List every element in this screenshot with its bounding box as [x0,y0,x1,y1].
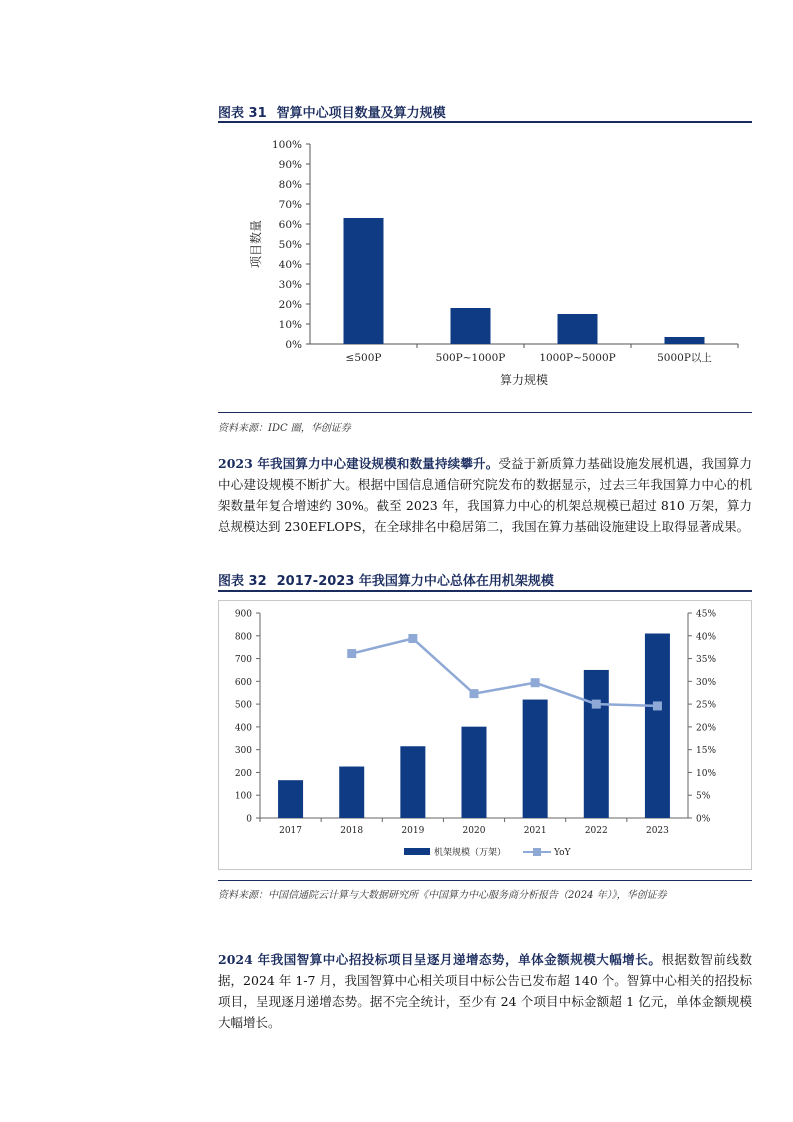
y2-tick-label: 10% [696,768,717,779]
x-tick-label: 5000P以上 [657,352,712,364]
paragraph-2 [218,949,752,1033]
paragraph-body: 受益于新质算力基础设施发展机遇，我国算力中心建设规模不断扩大。根据中国信息通信研究院发布的数据显示，过去三年我国算力中心的机架数量年复合增速约 30%。截至 2023 年，我国算力中心的机架总规模已超过 810 万架，算力总规模达到 230EFLOPS，在全球排名中稳居第二，我国在算力基础设施建设上取得显著成果。 [218,456,752,534]
bar [645,634,670,819]
y2-tick-label: 35% [696,655,717,666]
x-tick-label: 500P~1000P [435,352,506,364]
y2-tick-label: 25% [696,700,717,711]
y-tick-label: 500 [234,700,252,711]
y-tick-label: 400 [234,723,252,734]
paragraph-lead: 2024 年我国智算中心招投标项目呈逐月递增态势，单体金额规模大幅增长。 [218,952,662,967]
y-tick-label: 100% [271,139,302,151]
legend-line-marker [533,848,541,856]
y-tick-label: 0% [285,339,302,351]
figure-number: 图表 31 [218,106,267,121]
yoy-point [653,701,662,710]
yoy-point [408,634,417,643]
x-tick-label: ≤500P [345,352,382,364]
figure-32-title [218,570,554,589]
x-tick-label: 2021 [523,826,547,836]
title-rule [218,590,752,592]
y-tick-label: 50% [278,239,302,251]
x-tick-label: 2022 [584,826,608,836]
bar [400,746,425,818]
y-tick-label: 600 [234,677,252,688]
y-tick-label: 0 [246,814,252,825]
chart-rack-scale [218,600,752,870]
x-tick-label: 1000P~5000P [539,352,616,364]
paragraph-lead: 2023 年我国算力中心建设规模和数量持续攀升。 [218,456,499,471]
paragraph-body: 根据数智前线数据，2024 年 1-7 月，我国智算中心相关项目中标公告已发布超 140 个。智算中心相关的招投标项目，呈现逐月递增态势。据不完全统计，至少有 24 个项目中标金额超 1 亿元，单体金额规模大幅增长。 [218,952,752,1030]
source-rule [218,412,752,413]
y-tick-label: 300 [234,746,252,757]
yoy-point [592,700,601,709]
legend-bar-swatch [404,848,430,855]
y2-tick-label: 20% [696,723,717,734]
x-tick-label: 2023 [645,826,669,836]
yoy-point [470,689,479,698]
y2-tick-label: 5% [696,791,711,802]
bar [451,308,491,344]
y2-tick-label: 0% [696,814,711,825]
yoy-line [352,639,658,706]
bar [344,218,384,344]
bar [558,314,598,344]
y-tick-label: 200 [234,768,252,779]
y-tick-label: 70% [278,199,302,211]
y2-tick-label: 45% [696,609,717,620]
y-tick-label: 800 [234,632,252,643]
y-axis-label: 项目数量 [249,219,263,269]
yoy-point [531,678,540,687]
x-tick-label: 2017 [279,826,303,836]
chart-project-count [218,128,752,398]
y2-tick-label: 15% [696,746,717,757]
legend-bar-label: 机架规模（万架） [434,848,507,858]
x-tick-label: 2020 [462,826,486,836]
bar [462,727,487,818]
y-tick-label: 30% [278,279,302,291]
y-tick-label: 10% [278,319,302,331]
figure-31-source: 资料来源：IDC 圈，华创证券 [218,423,351,434]
y2-tick-label: 40% [696,632,717,643]
yoy-point [347,649,356,658]
y2-tick-label: 30% [696,677,717,688]
figure-caption: 2017-2023 年我国算力中心总体在用机架规模 [276,574,554,589]
y-tick-label: 20% [278,299,302,311]
figure-31-title [218,102,446,121]
source-rule [218,880,752,881]
bar [665,337,705,344]
x-tick-label: 2018 [340,826,364,836]
bar [523,700,548,818]
legend-line-label: YoY [554,848,571,858]
paragraph-1 [218,453,752,537]
figure-number: 图表 32 [218,574,267,589]
x-tick-label: 2019 [401,826,425,836]
y-tick-label: 900 [234,609,252,620]
y-tick-label: 700 [234,655,252,666]
figure-caption: 智算中心项目数量及算力规模 [276,106,446,121]
y-tick-label: 60% [278,219,302,231]
bar [278,780,303,818]
y-tick-label: 100 [234,791,252,802]
bar [339,767,364,818]
y-tick-label: 80% [278,179,302,191]
bar [584,670,609,818]
x-axis-label: 算力规模 [499,373,549,387]
y-tick-label: 90% [278,159,302,171]
title-rule [218,121,752,123]
y-tick-label: 40% [278,259,302,271]
figure-32-source: 资料来源：中国信通院云计算与大数据研究所《中国算力中心服务商分析报告（2024 年）》，华创证券 [218,890,667,901]
